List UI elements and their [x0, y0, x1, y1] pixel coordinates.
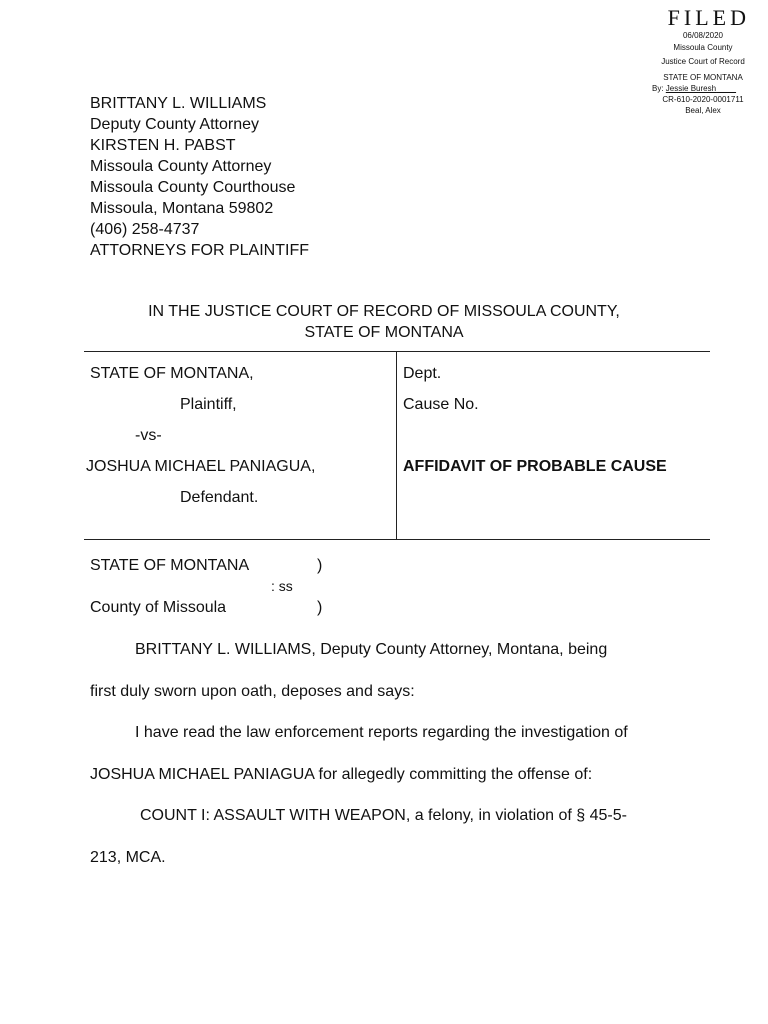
attorney-line: BRITTANY L. WILLIAMS	[90, 95, 267, 112]
filed-stamp	[648, 6, 758, 116]
filed-judge: Beal, Alex	[685, 106, 721, 115]
attorney-block	[90, 93, 309, 261]
court-heading	[0, 301, 768, 343]
filed-date: 06/08/2020	[682, 31, 724, 40]
venue-county: County of Missoula	[90, 599, 227, 616]
filed-court: Justice Court of Record	[661, 57, 745, 66]
attorney-line: Deputy County Attorney	[90, 116, 259, 133]
attorney-line: Missoula County Courthouse	[90, 179, 296, 196]
defendant-name: JOSHUA MICHAEL PANIAGUA,	[86, 458, 316, 475]
venue-state: STATE OF MONTANA	[90, 557, 250, 574]
venue-ss: : ss	[271, 578, 293, 594]
caption-bottom-rule	[84, 539, 710, 540]
filed-by-name: Jessie Buresh	[665, 84, 717, 93]
document-title: AFFIDAVIT OF PROBABLE CAUSE	[403, 458, 667, 475]
attorney-line: ATTORNEYS FOR PLAINTIFF	[90, 242, 309, 259]
caption-top-rule	[84, 351, 710, 352]
body-paragraph-1-line-1: BRITTANY L. WILLIAMS, Deputy County Attorney, Montana, being	[135, 641, 608, 658]
defendant-role: Defendant.	[180, 489, 259, 506]
filed-by-line	[648, 84, 758, 94]
body-paragraph-2-line-1: I have read the law enforcement reports regarding the investigation of	[135, 724, 628, 741]
attorney-line: KIRSTEN H. PABST	[90, 137, 236, 154]
body-paragraph-1-line-2: first duly sworn upon oath, deposes and says:	[90, 683, 415, 700]
filed-state: STATE OF MONTANA	[663, 73, 743, 82]
plaintiff-name: STATE OF MONTANA,	[90, 365, 254, 382]
court-heading-line1: IN THE JUSTICE COURT OF RECORD OF MISSOULA COUNTY,	[148, 303, 620, 320]
count-line-1: COUNT I: ASSAULT WITH WEAPON, a felony, in violation of § 45-5-	[140, 807, 627, 824]
caption-divider	[396, 351, 397, 539]
plaintiff-role: Plaintiff,	[180, 396, 237, 413]
body-paragraph-2-line-2: JOSHUA MICHAEL PANIAGUA for allegedly committing the offense of:	[90, 766, 593, 783]
filed-case-number: CR-610-2020-0001711	[662, 95, 744, 104]
attorney-line: Missoula, Montana 59802	[90, 200, 274, 217]
cause-number-label: Cause No.	[403, 396, 479, 413]
filed-by-label: By:	[652, 84, 664, 93]
versus-label: -vs-	[135, 427, 162, 444]
attorney-line: (406) 258-4737	[90, 221, 200, 238]
dept-label: Dept.	[403, 365, 442, 382]
filed-stamp-title: FILED	[667, 5, 750, 30]
count-line-2: 213, MCA.	[90, 849, 166, 866]
filed-county: Missoula County	[673, 43, 733, 52]
attorney-line: Missoula County Attorney	[90, 158, 272, 175]
venue-paren-top: )	[317, 557, 323, 574]
venue-paren-bottom: )	[317, 599, 323, 616]
court-heading-line2: STATE OF MONTANA	[304, 324, 464, 341]
